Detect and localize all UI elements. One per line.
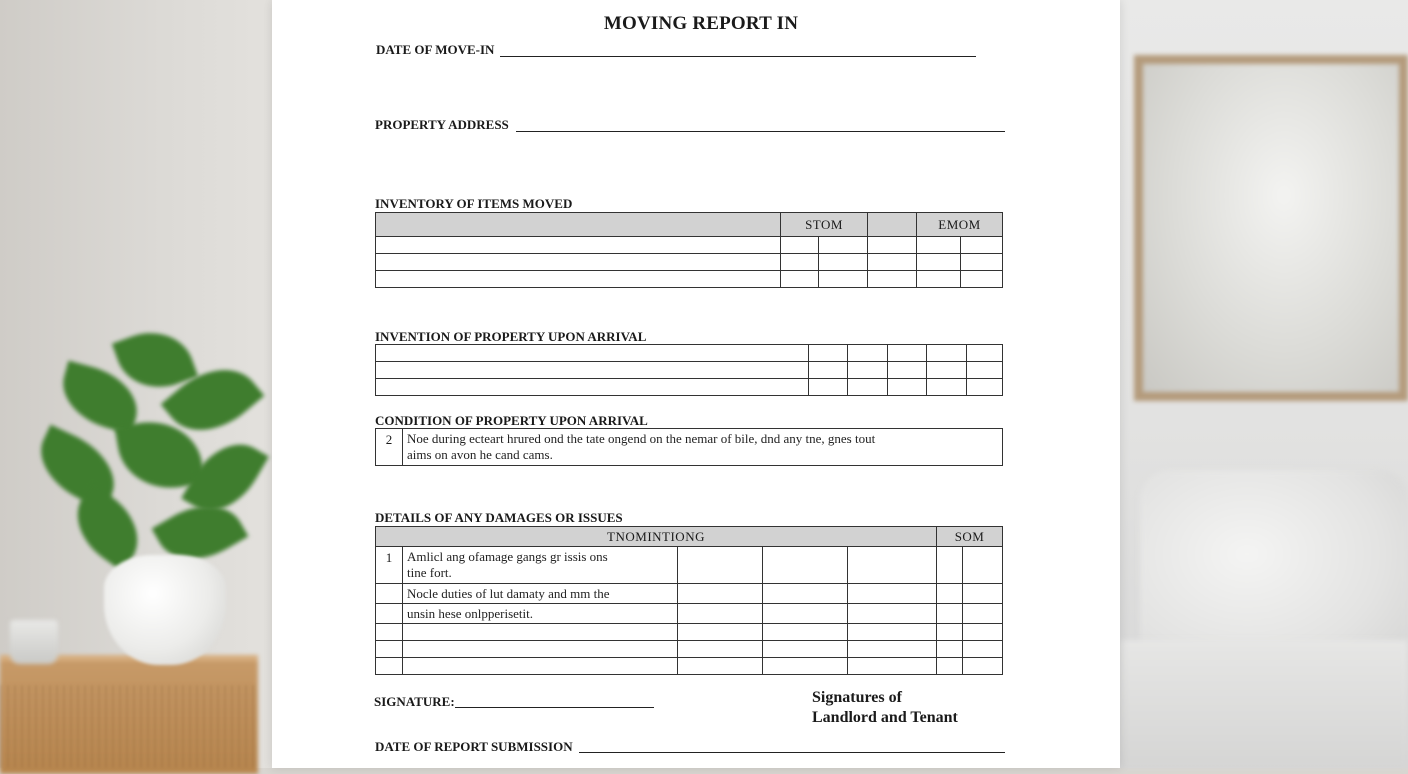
signature-label: SIGNATURE: (374, 694, 455, 709)
condition-note-line: aims on avon he cand cams. (407, 447, 553, 462)
date-move-in-line[interactable] (500, 56, 976, 57)
condition-heading: CONDITION OF PROPERTY UPON ARRIVAL (375, 413, 648, 428)
table-row (376, 584, 1003, 604)
condition-note-line: Noe during ecteart hrured ond the tate ongend on the nemar of bile, dnd any tne, gnes tout (407, 431, 876, 446)
damage-note-line[interactable]: Nocle duties of lut damaty and mm the (403, 584, 678, 604)
signatures-caption (812, 688, 958, 728)
property-address-line[interactable] (516, 131, 1005, 132)
header-cell-som: SOM (937, 527, 1003, 547)
inventory-moved-heading: INVENTORY OF ITEMS MOVED (375, 196, 573, 211)
table-row (376, 254, 1003, 271)
damage-note[interactable] (403, 547, 678, 584)
table-row (376, 641, 1003, 658)
signature-line[interactable] (455, 707, 654, 708)
table-row (376, 237, 1003, 254)
wall-art-frame (1134, 55, 1408, 401)
header-cell (376, 213, 781, 237)
moving-report-form (272, 0, 1120, 768)
ceramic-cup (10, 620, 58, 664)
condition-note[interactable] (403, 429, 1003, 466)
damages-table (375, 526, 1003, 675)
table-row (376, 345, 1003, 362)
table-header-row (376, 527, 1003, 547)
inventory-moved-table (375, 212, 1003, 288)
date-submission-label: DATE OF REPORT SUBMISSION (375, 739, 573, 754)
table-row (376, 271, 1003, 288)
form-title: MOVING REPORT IN (603, 13, 799, 34)
damages-heading: DETAILS OF ANY DAMAGES OR ISSUES (375, 510, 623, 525)
table-row (376, 658, 1003, 675)
damage-note-line: tine fort. (407, 565, 452, 580)
table-row (376, 379, 1003, 396)
header-cell (868, 213, 917, 237)
table-header-row (376, 213, 1003, 237)
damage-note-line: Amlicl ang ofamage gangs gr issis ons (407, 549, 608, 564)
inventory-arrival-table (375, 344, 1003, 396)
date-submission-line[interactable] (579, 752, 1005, 753)
dresser-slats (0, 685, 258, 768)
row-number: 1 (376, 547, 403, 584)
inventory-arrival-heading: INVENTION OF PROPERTY UPON ARRIVAL (375, 329, 647, 344)
header-cell-emom: EMOM (917, 213, 1003, 237)
date-move-in-label: DATE OF MOVE-IN (376, 42, 495, 57)
property-address-label: PROPERTY ADDRESS (375, 117, 509, 132)
row-number: 2 (376, 429, 403, 466)
table-row (376, 362, 1003, 379)
table-row (376, 429, 1003, 466)
table-row (376, 604, 1003, 624)
white-plant-pot (104, 555, 226, 665)
condition-table (375, 428, 1003, 466)
signatures-of-text: Signatures of (812, 689, 902, 706)
header-cell-tnomintiong: TNOMINTIONG (376, 527, 937, 547)
table-row (376, 624, 1003, 641)
landlord-tenant-text: Landlord and Tenant (812, 709, 958, 726)
header-cell-stom: STOM (781, 213, 868, 237)
blanket (1120, 640, 1408, 768)
table-row (376, 547, 1003, 584)
damage-note-line[interactable]: unsin hese onlpperisetit. (403, 604, 678, 624)
